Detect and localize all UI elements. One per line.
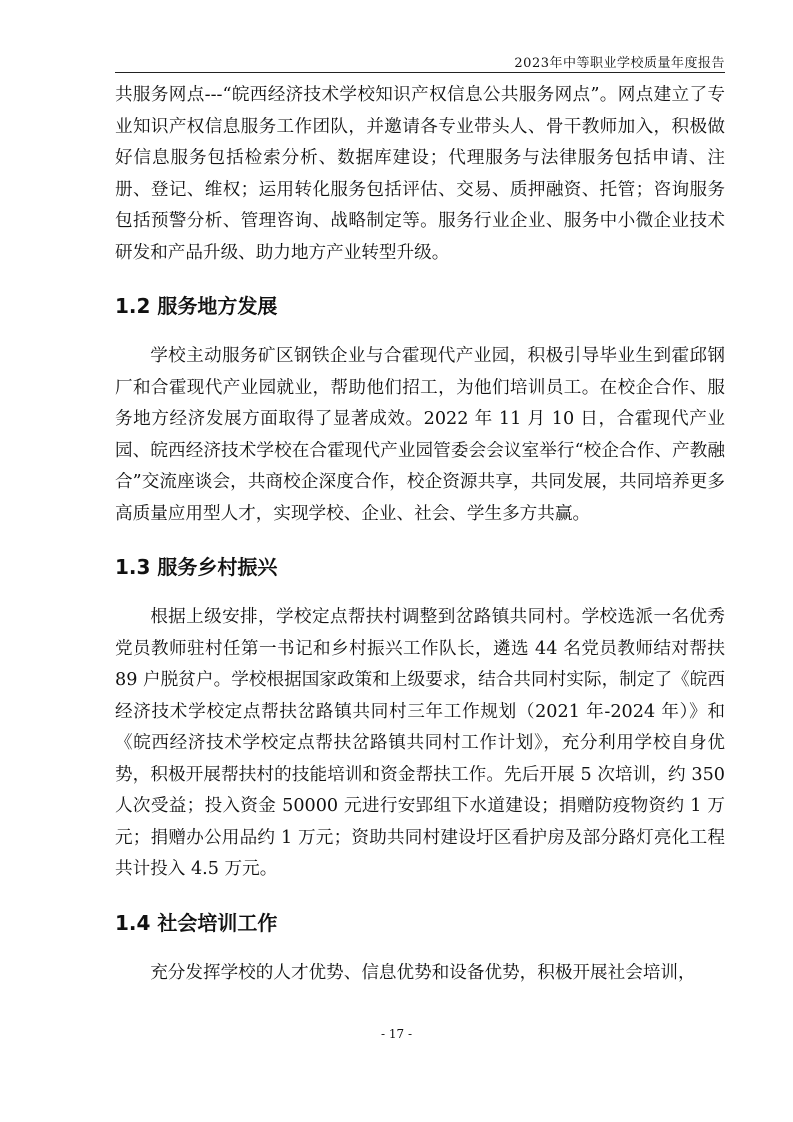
page-number: - 17 - bbox=[380, 1027, 412, 1041]
section-paragraph-1-3: 根据上级安排，学校定点帮扶村调整到岔路镇共同村。学校选派一名优秀党员教师驻村任第一书记和乡村振兴工作队长，遴选 44 名党员教师结对帮扶 89 户脱贫户。学校根据国家政策和上级要求，结合共同村实际，制定了《皖西经济技术学校定点帮扶岔路镇共同村三年工作规划（2021 年-2024 年）》和《皖西经济技术学校定点帮扶岔路镇共同村工作计划》，充分利用学校自身优势，积极开展帮扶村的技能培训和资金帮扶工作。先后开展 5 次培训，约 350 人次受益；投入资金 50000 元进行安郢组下水道建设；捐赠防疫物资约 1 万元；捐赠办公用品约 1 万元；资助共同村建设圩区看护房及部分路灯亮化工程共计投入 4.5 万元。 bbox=[115, 607, 725, 879]
intro-paragraph: 共服务网点---“皖西经济技术学校知识产权信息公共服务网点”。网点建立了专业知识产权信息服务工作团队，并邀请各专业带头人、骨干教师加入，积极做好信息服务包括检索分析、数据库建设；代理服务与法律服务包括申请、注册、登记、维权；运用转化服务包括评估、交易、质押融资、托管；咨询服务包括预警分析、管理咨询、战略制定等。服务行业企业、服务中小微企业技术研发和产品升级、助力地方产业转型升级。 bbox=[115, 85, 725, 263]
section-paragraph-1-4: 充分发挥学校的人才优势、信息优势和设备优势，积极开展社会培训， bbox=[150, 962, 696, 983]
section-heading-1-2: 1.2 服务地方发展 bbox=[115, 294, 278, 318]
document-body bbox=[115, 80, 725, 989]
section-heading-1-4: 1.4 社会培训工作 bbox=[115, 910, 278, 935]
page-header bbox=[115, 46, 725, 73]
section-heading-1-3: 1.3 服务乡村振兴 bbox=[115, 555, 278, 579]
header-title: 2023年中等职业学校质量年度报告 bbox=[514, 56, 725, 71]
section-paragraph-1-2: 学校主动服务矿区钢铁企业与合霍现代产业园，积极引导毕业生到霍邱钢厂和合霍现代产业园就业，帮助他们招工，为他们培训员工。在校企合作、服务地方经济发展方面取得了显著成效。2022 年 11 月 10 日，合霍现代产业园、皖西经济技术学校在合霍现代产业园管委会会议室举行“校企合作、产教融合”交流座谈会，共商校企深度合作，校企资源共享，共同发展，共同培养更多高质量应用型人才，实现学校、企业、社会、学生多方共赢。 bbox=[115, 346, 725, 524]
